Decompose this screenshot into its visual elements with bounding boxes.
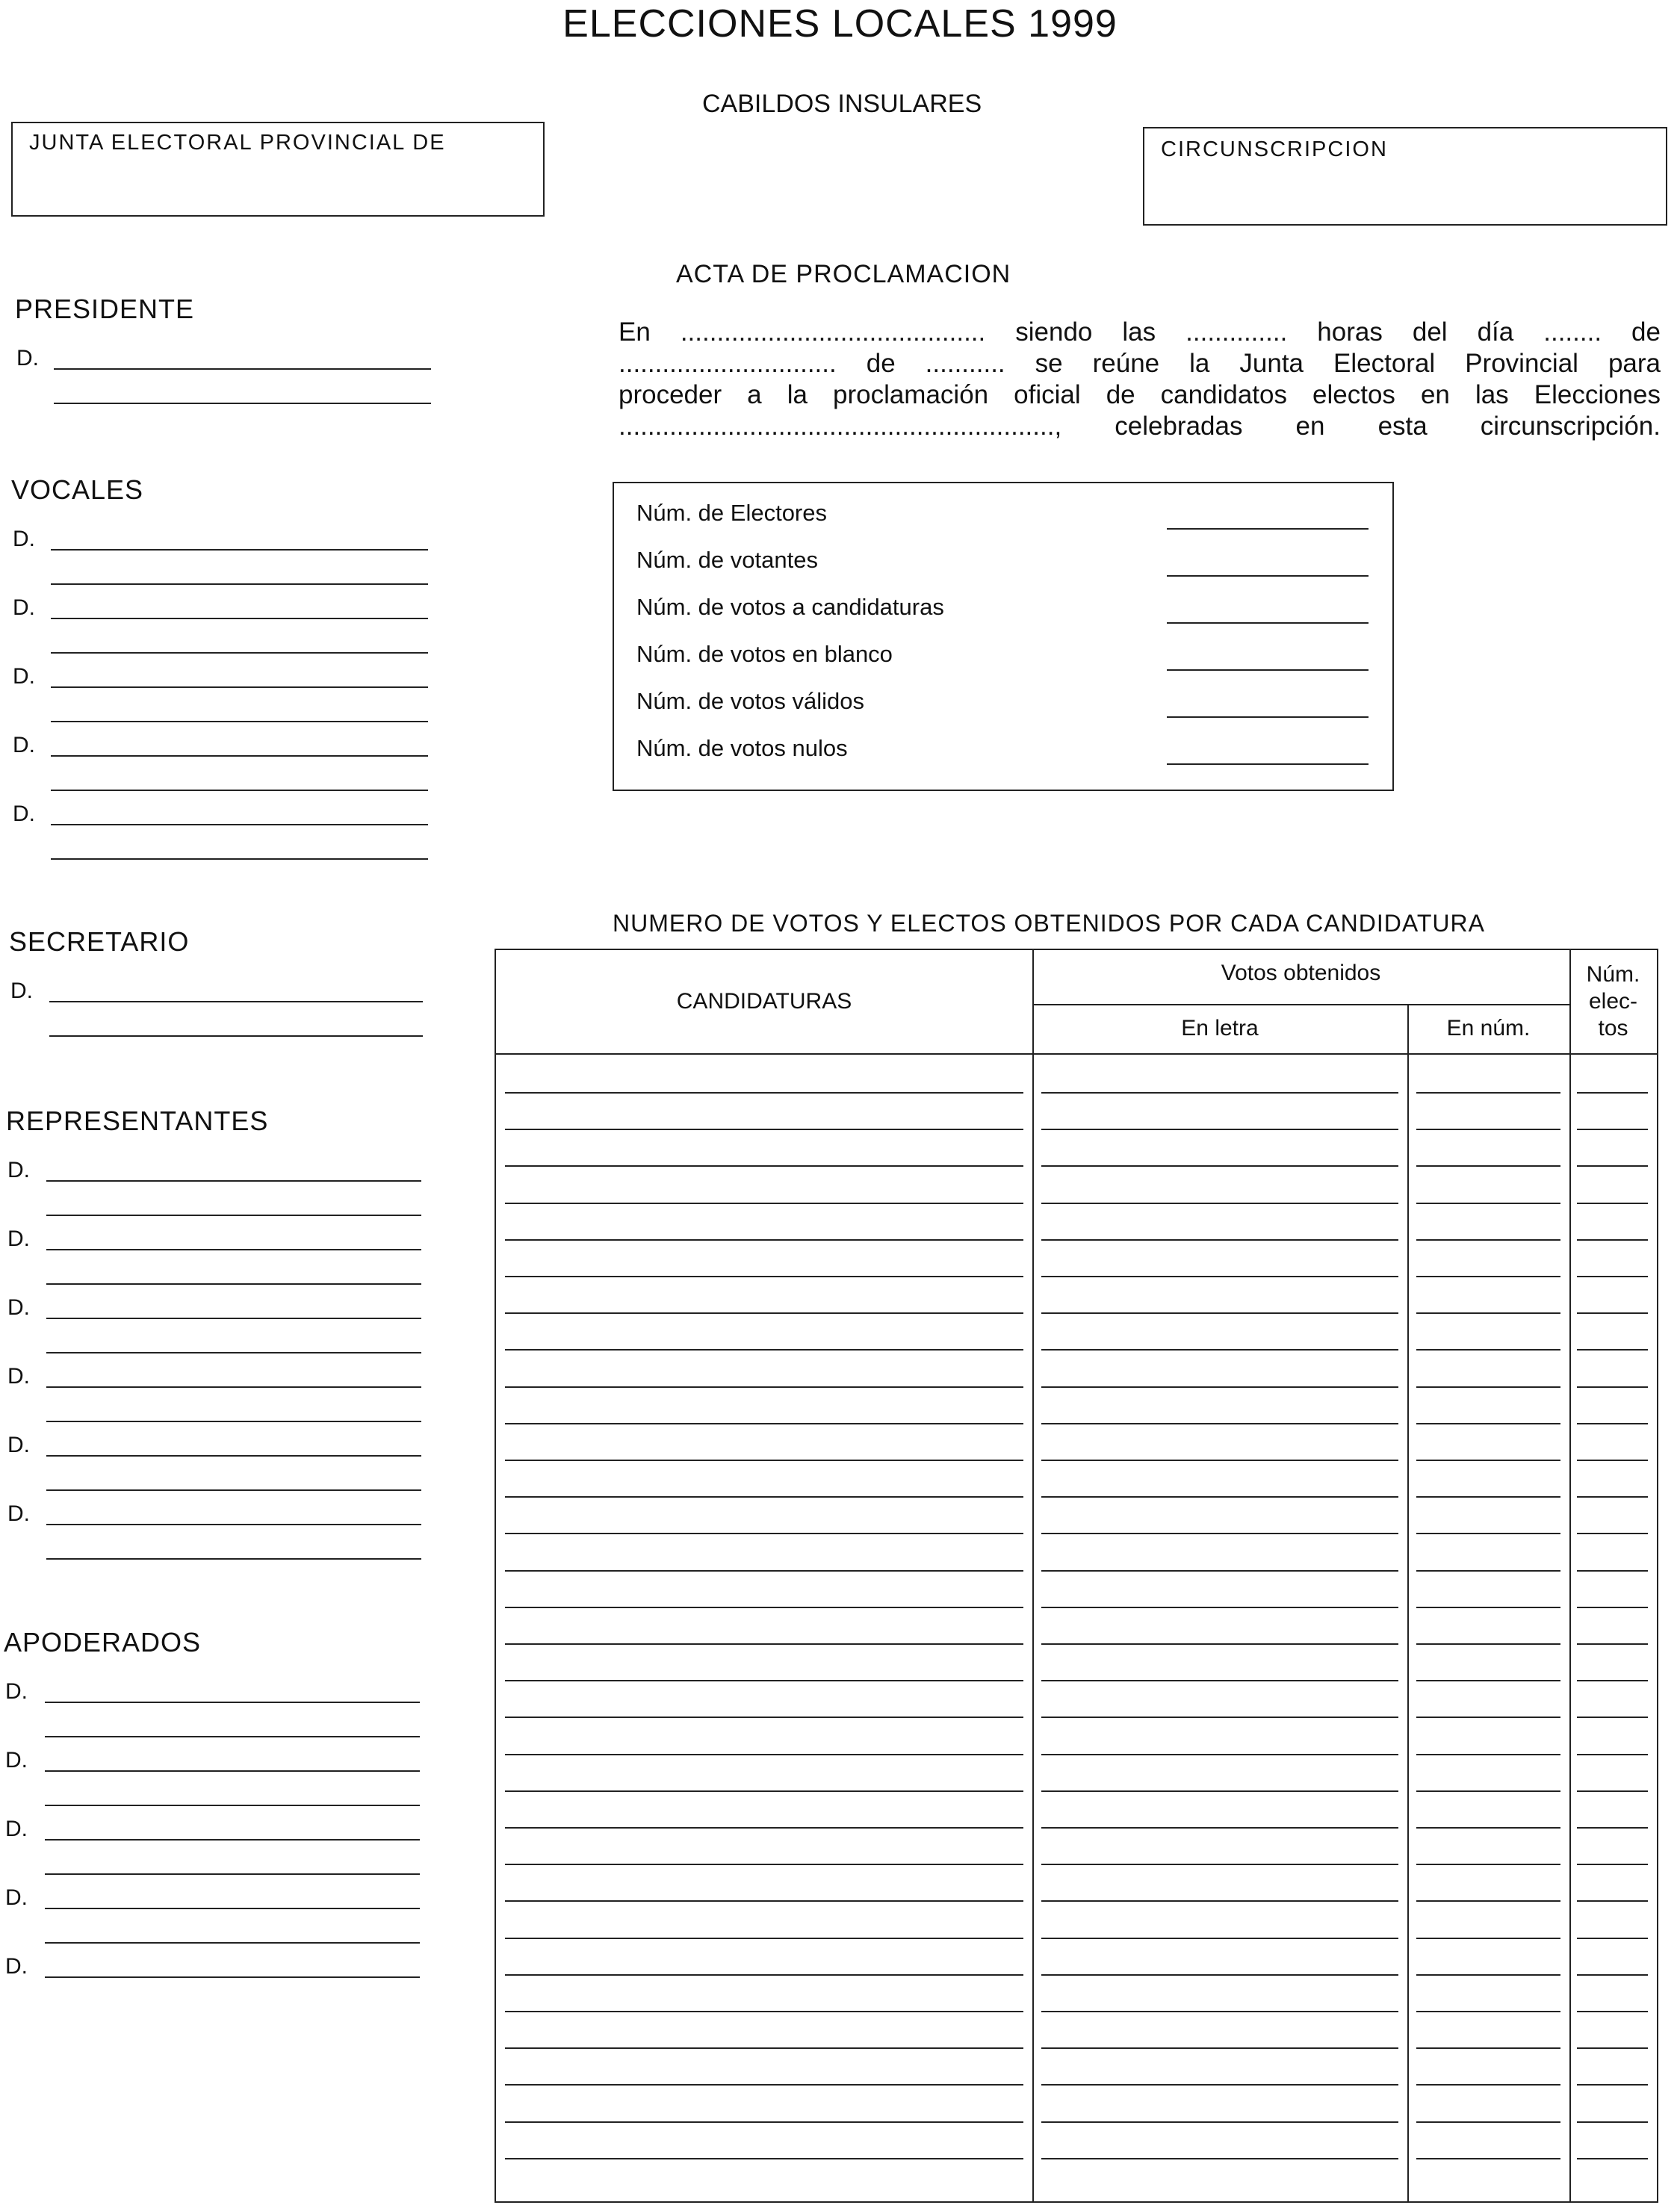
votos-letra-line[interactable] (1041, 1239, 1398, 1241)
votos-letra-line[interactable] (1041, 1680, 1398, 1681)
candidatura-line[interactable] (505, 1864, 1023, 1865)
vocales-name-line-2[interactable] (51, 583, 428, 585)
candidatura-line[interactable] (505, 1680, 1023, 1681)
presidente-name-line-2[interactable] (54, 403, 431, 404)
votos-letra-line[interactable] (1041, 2084, 1398, 2086)
representantes-name-line-2[interactable] (46, 1283, 421, 1285)
representantes-d-prefix: D. (7, 1501, 30, 1526)
votos-num-line[interactable] (1416, 1165, 1560, 1167)
candidatura-line[interactable] (505, 1974, 1023, 1976)
acta-text-line: .............................. de ........... se reúne la Junta Electoral Provincial para (619, 349, 1661, 378)
votos-num-line[interactable] (1416, 2121, 1560, 2123)
stat-label: Núm. de votos válidos (636, 688, 864, 714)
votos-num-line[interactable] (1416, 1643, 1560, 1645)
page-subtitle: CABILDOS INSULARES (702, 90, 982, 118)
electos-line[interactable] (1577, 1129, 1648, 1130)
candidatura-line[interactable] (505, 1790, 1023, 1792)
votos-num-line[interactable] (1416, 1349, 1560, 1351)
electos-line[interactable] (1577, 2158, 1648, 2159)
votos-num-line[interactable] (1416, 1974, 1560, 1976)
apoderados-name-line-2[interactable] (45, 1736, 420, 1737)
column-divider (1032, 950, 1034, 2201)
candidatura-line[interactable] (505, 1239, 1023, 1241)
vocales-d-prefix: D. (13, 595, 35, 620)
votos-num-line[interactable] (1416, 1827, 1560, 1829)
votos-letra-line[interactable] (1041, 2158, 1398, 2159)
representantes-name-line-1[interactable] (46, 1524, 421, 1525)
electos-line[interactable] (1577, 2047, 1648, 2049)
candidatura-line[interactable] (505, 2084, 1023, 2086)
results-table-title: NUMERO DE VOTOS Y ELECTOS OBTENIDOS POR CADA CANDIDATURA (613, 910, 1485, 937)
vocales-d-prefix: D. (13, 527, 35, 551)
presidente-name-line-1[interactable] (54, 368, 431, 370)
representantes-d-prefix: D. (7, 1295, 30, 1320)
apoderados-d-prefix: D. (5, 1679, 28, 1704)
header-candidaturas: CANDIDATURAS (676, 989, 852, 1014)
votos-letra-line[interactable] (1041, 1864, 1398, 1865)
electos-line[interactable] (1577, 1827, 1648, 1829)
header-bottom-rule (496, 1053, 1657, 1055)
representantes-name-line-1[interactable] (46, 1455, 421, 1457)
stat-label: Núm. de votantes (636, 547, 818, 573)
votos-num-line[interactable] (1416, 1533, 1560, 1534)
candidatura-line[interactable] (505, 1496, 1023, 1498)
votos-letra-line[interactable] (1041, 1349, 1398, 1351)
electos-line[interactable] (1577, 1974, 1648, 1976)
votos-letra-line[interactable] (1041, 1276, 1398, 1277)
vocales-name-line-1[interactable] (51, 549, 428, 551)
stat-label: Núm. de votos a candidaturas (636, 594, 944, 620)
electos-line[interactable] (1577, 1496, 1648, 1498)
votos-letra-line[interactable] (1041, 1460, 1398, 1461)
votos-num-line[interactable] (1416, 1680, 1560, 1681)
votos-letra-line[interactable] (1041, 1312, 1398, 1314)
candidatura-line[interactable] (505, 1165, 1023, 1167)
candidatura-line[interactable] (505, 1533, 1023, 1534)
votos-letra-line[interactable] (1041, 1423, 1398, 1424)
electos-line[interactable] (1577, 1349, 1648, 1351)
header-num-electos: tos (1598, 1016, 1628, 1041)
candidatura-line[interactable] (505, 1349, 1023, 1351)
presidente-title: PRESIDENTE (15, 294, 195, 324)
votos-num-line[interactable] (1416, 2158, 1560, 2159)
votos-num-line[interactable] (1416, 1900, 1560, 1902)
candidatura-line[interactable] (505, 1203, 1023, 1204)
votos-letra-line[interactable] (1041, 1938, 1398, 1939)
representantes-title: REPRESENTANTES (6, 1106, 269, 1136)
apoderados-name-line-1[interactable] (45, 1976, 420, 1978)
votos-letra-line[interactable] (1041, 1790, 1398, 1792)
vocales-d-prefix: D. (13, 801, 35, 826)
stat-value-line[interactable] (1167, 669, 1369, 671)
votos-letra-line[interactable] (1041, 1129, 1398, 1130)
candidatura-line[interactable] (505, 1423, 1023, 1424)
apoderados-d-prefix: D. (5, 1885, 28, 1910)
apoderados-name-line-2[interactable] (45, 1873, 420, 1875)
junta-electoral-label: JUNTA ELECTORAL PROVINCIAL DE (29, 131, 446, 155)
vocales-name-line-1[interactable] (51, 618, 428, 619)
header-num-electos: Núm. (1586, 962, 1640, 987)
votos-letra-line[interactable] (1041, 1643, 1398, 1645)
votos-num-line[interactable] (1416, 1864, 1560, 1865)
votos-num-line[interactable] (1416, 2084, 1560, 2086)
votos-num-line[interactable] (1416, 1312, 1560, 1314)
votos-num-line[interactable] (1416, 2011, 1560, 2012)
header-num-electos: elec- (1588, 989, 1638, 1014)
candidatura-line[interactable] (505, 1754, 1023, 1755)
apoderados-d-prefix: D. (5, 1748, 28, 1773)
representantes-d-prefix: D. (7, 1364, 30, 1389)
stat-value-line[interactable] (1167, 622, 1369, 624)
electos-line[interactable] (1577, 2011, 1648, 2012)
acta-text (619, 317, 1661, 442)
electos-line[interactable] (1577, 1607, 1648, 1608)
representantes-d-prefix: D. (7, 1158, 30, 1182)
votos-num-line[interactable] (1416, 1717, 1560, 1718)
representantes-name-line-1[interactable] (46, 1318, 421, 1319)
vocales-name-line-2[interactable] (51, 721, 428, 722)
electos-line[interactable] (1577, 1533, 1648, 1534)
candidatura-line[interactable] (505, 2047, 1023, 2049)
votos-num-line[interactable] (1416, 1754, 1560, 1755)
votos-num-line[interactable] (1416, 1092, 1560, 1094)
votos-num-line[interactable] (1416, 1386, 1560, 1388)
representantes-name-line-1[interactable] (46, 1180, 421, 1182)
circunscripcion-box[interactable] (1143, 127, 1667, 226)
votos-letra-line[interactable] (1041, 1607, 1398, 1608)
votos-num-line[interactable] (1416, 1570, 1560, 1572)
votos-num-line[interactable] (1416, 1129, 1560, 1130)
votos-letra-line[interactable] (1041, 1496, 1398, 1498)
presidente-d-prefix: D. (16, 346, 39, 370)
electos-line[interactable] (1577, 1900, 1648, 1902)
vocales-d-prefix: D. (13, 733, 35, 757)
candidatura-line[interactable] (505, 1092, 1023, 1094)
candidatura-line[interactable] (505, 1643, 1023, 1645)
candidatura-line[interactable] (505, 1386, 1023, 1388)
apoderados-name-line-1[interactable] (45, 1770, 420, 1772)
stat-value-line[interactable] (1167, 528, 1369, 530)
electos-line[interactable] (1577, 1203, 1648, 1204)
representantes-name-line-2[interactable] (46, 1215, 421, 1216)
votos-num-line[interactable] (1416, 1496, 1560, 1498)
candidatura-line[interactable] (505, 2011, 1023, 2012)
apoderados-title: APODERADOS (4, 1627, 202, 1658)
candidatura-line[interactable] (505, 1312, 1023, 1314)
circunscripcion-label: CIRCUNSCRIPCION (1161, 137, 1388, 161)
votos-letra-line[interactable] (1041, 1974, 1398, 1976)
votos-letra-line[interactable] (1041, 2121, 1398, 2123)
electos-line[interactable] (1577, 1423, 1648, 1424)
vocales-name-line-2[interactable] (51, 652, 428, 654)
candidatura-line[interactable] (505, 1827, 1023, 1829)
votos-letra-line[interactable] (1041, 1386, 1398, 1388)
junta-electoral-box[interactable] (11, 122, 545, 217)
votos-letra-line[interactable] (1041, 1165, 1398, 1167)
representantes-name-line-1[interactable] (46, 1249, 421, 1250)
electos-line[interactable] (1577, 1312, 1648, 1314)
electos-line[interactable] (1577, 1092, 1648, 1094)
apoderados-d-prefix: D. (5, 1817, 28, 1841)
acta-title: ACTA DE PROCLAMACION (676, 260, 1011, 288)
votos-num-line[interactable] (1416, 1938, 1560, 1939)
acta-text-line: En .......................................... siendo las .............. horas del día ........ de (619, 317, 1661, 347)
column-divider (1569, 950, 1571, 2201)
apoderados-name-line-2[interactable] (45, 1805, 420, 1806)
electoral-stats-box (613, 482, 1394, 791)
electos-line[interactable] (1577, 1165, 1648, 1167)
column-divider (1407, 1004, 1409, 2201)
electos-line[interactable] (1577, 1717, 1648, 1718)
electos-line[interactable] (1577, 1680, 1648, 1681)
stat-label: Núm. de votos en blanco (636, 641, 893, 667)
stat-value-line[interactable] (1167, 716, 1369, 718)
electos-line[interactable] (1577, 1276, 1648, 1277)
apoderados-d-prefix: D. (5, 1954, 28, 1979)
votos-num-line[interactable] (1416, 2047, 1560, 2049)
representantes-name-line-2[interactable] (46, 1558, 421, 1560)
votos-num-line[interactable] (1416, 1276, 1560, 1277)
results-table (495, 949, 1658, 2203)
vocales-name-line-2[interactable] (51, 790, 428, 791)
vocales-title: VOCALES (11, 474, 144, 505)
candidatura-line[interactable] (505, 1129, 1023, 1130)
header-divider (1032, 1004, 1569, 1005)
electos-line[interactable] (1577, 1460, 1648, 1461)
votos-letra-line[interactable] (1041, 1203, 1398, 1204)
votos-letra-line[interactable] (1041, 1092, 1398, 1094)
header-en-num: En núm. (1446, 1016, 1531, 1041)
secretario-title: SECRETARIO (9, 926, 190, 957)
votos-num-line[interactable] (1416, 1607, 1560, 1608)
electos-line[interactable] (1577, 1864, 1648, 1865)
candidatura-line[interactable] (505, 2158, 1023, 2159)
votos-letra-line[interactable] (1041, 1900, 1398, 1902)
apoderados-name-line-2[interactable] (45, 1942, 420, 1944)
votos-letra-line[interactable] (1041, 1533, 1398, 1534)
candidatura-line[interactable] (505, 1900, 1023, 1902)
representantes-name-line-2[interactable] (46, 1421, 421, 1422)
header-votos-obtenidos: Votos obtenidos (1221, 961, 1381, 985)
votos-num-line[interactable] (1416, 1203, 1560, 1204)
electos-line[interactable] (1577, 2084, 1648, 2086)
stat-value-line[interactable] (1167, 763, 1369, 765)
votos-num-line[interactable] (1416, 1239, 1560, 1241)
apoderados-name-line-1[interactable] (45, 1702, 420, 1703)
representantes-name-line-1[interactable] (46, 1386, 421, 1388)
vocales-name-line-1[interactable] (51, 755, 428, 757)
electos-line[interactable] (1577, 1643, 1648, 1645)
secretario-name-line-1[interactable] (49, 1001, 423, 1002)
apoderados-name-line-1[interactable] (45, 1908, 420, 1909)
votos-num-line[interactable] (1416, 1790, 1560, 1792)
vocales-name-line-1[interactable] (51, 824, 428, 825)
votos-num-line[interactable] (1416, 1460, 1560, 1461)
candidatura-line[interactable] (505, 1938, 1023, 1939)
stat-value-line[interactable] (1167, 575, 1369, 577)
acta-text-line: ............................................................, celebradas en esta circunscripción. (619, 412, 1661, 441)
vocales-d-prefix: D. (13, 664, 35, 689)
candidatura-line[interactable] (505, 1607, 1023, 1608)
acta-text-line: proceder a la proclamación oficial de candidatos electos en las Elecciones (619, 380, 1661, 409)
votos-letra-line[interactable] (1041, 2047, 1398, 2049)
votos-letra-line[interactable] (1041, 1827, 1398, 1829)
secretario-name-line-2[interactable] (49, 1035, 423, 1037)
electos-line[interactable] (1577, 1239, 1648, 1241)
vocales-name-line-2[interactable] (51, 858, 428, 860)
representantes-d-prefix: D. (7, 1433, 30, 1457)
electos-line[interactable] (1577, 1938, 1648, 1939)
votos-num-line[interactable] (1416, 1423, 1560, 1424)
page-title: ELECCIONES LOCALES 1999 (562, 2, 1118, 46)
electos-line[interactable] (1577, 1570, 1648, 1572)
apoderados-name-line-1[interactable] (45, 1839, 420, 1841)
candidatura-line[interactable] (505, 2121, 1023, 2123)
representantes-name-line-2[interactable] (46, 1352, 421, 1353)
candidatura-line[interactable] (505, 1717, 1023, 1718)
electos-line[interactable] (1577, 1790, 1648, 1792)
candidatura-line[interactable] (505, 1570, 1023, 1572)
electos-line[interactable] (1577, 1754, 1648, 1755)
stat-label: Núm. de Electores (636, 500, 827, 526)
vocales-name-line-1[interactable] (51, 686, 428, 688)
electos-line[interactable] (1577, 2121, 1648, 2123)
candidatura-line[interactable] (505, 1276, 1023, 1277)
candidatura-line[interactable] (505, 1460, 1023, 1461)
secretario-d-prefix: D. (10, 979, 33, 1003)
votos-letra-line[interactable] (1041, 1570, 1398, 1572)
representantes-name-line-2[interactable] (46, 1489, 421, 1491)
representantes-d-prefix: D. (7, 1227, 30, 1251)
votos-letra-line[interactable] (1041, 1717, 1398, 1718)
votos-letra-line[interactable] (1041, 2011, 1398, 2012)
electos-line[interactable] (1577, 1386, 1648, 1388)
votos-letra-line[interactable] (1041, 1754, 1398, 1755)
stat-label: Núm. de votos nulos (636, 735, 848, 761)
header-en-letra: En letra (1181, 1016, 1259, 1041)
